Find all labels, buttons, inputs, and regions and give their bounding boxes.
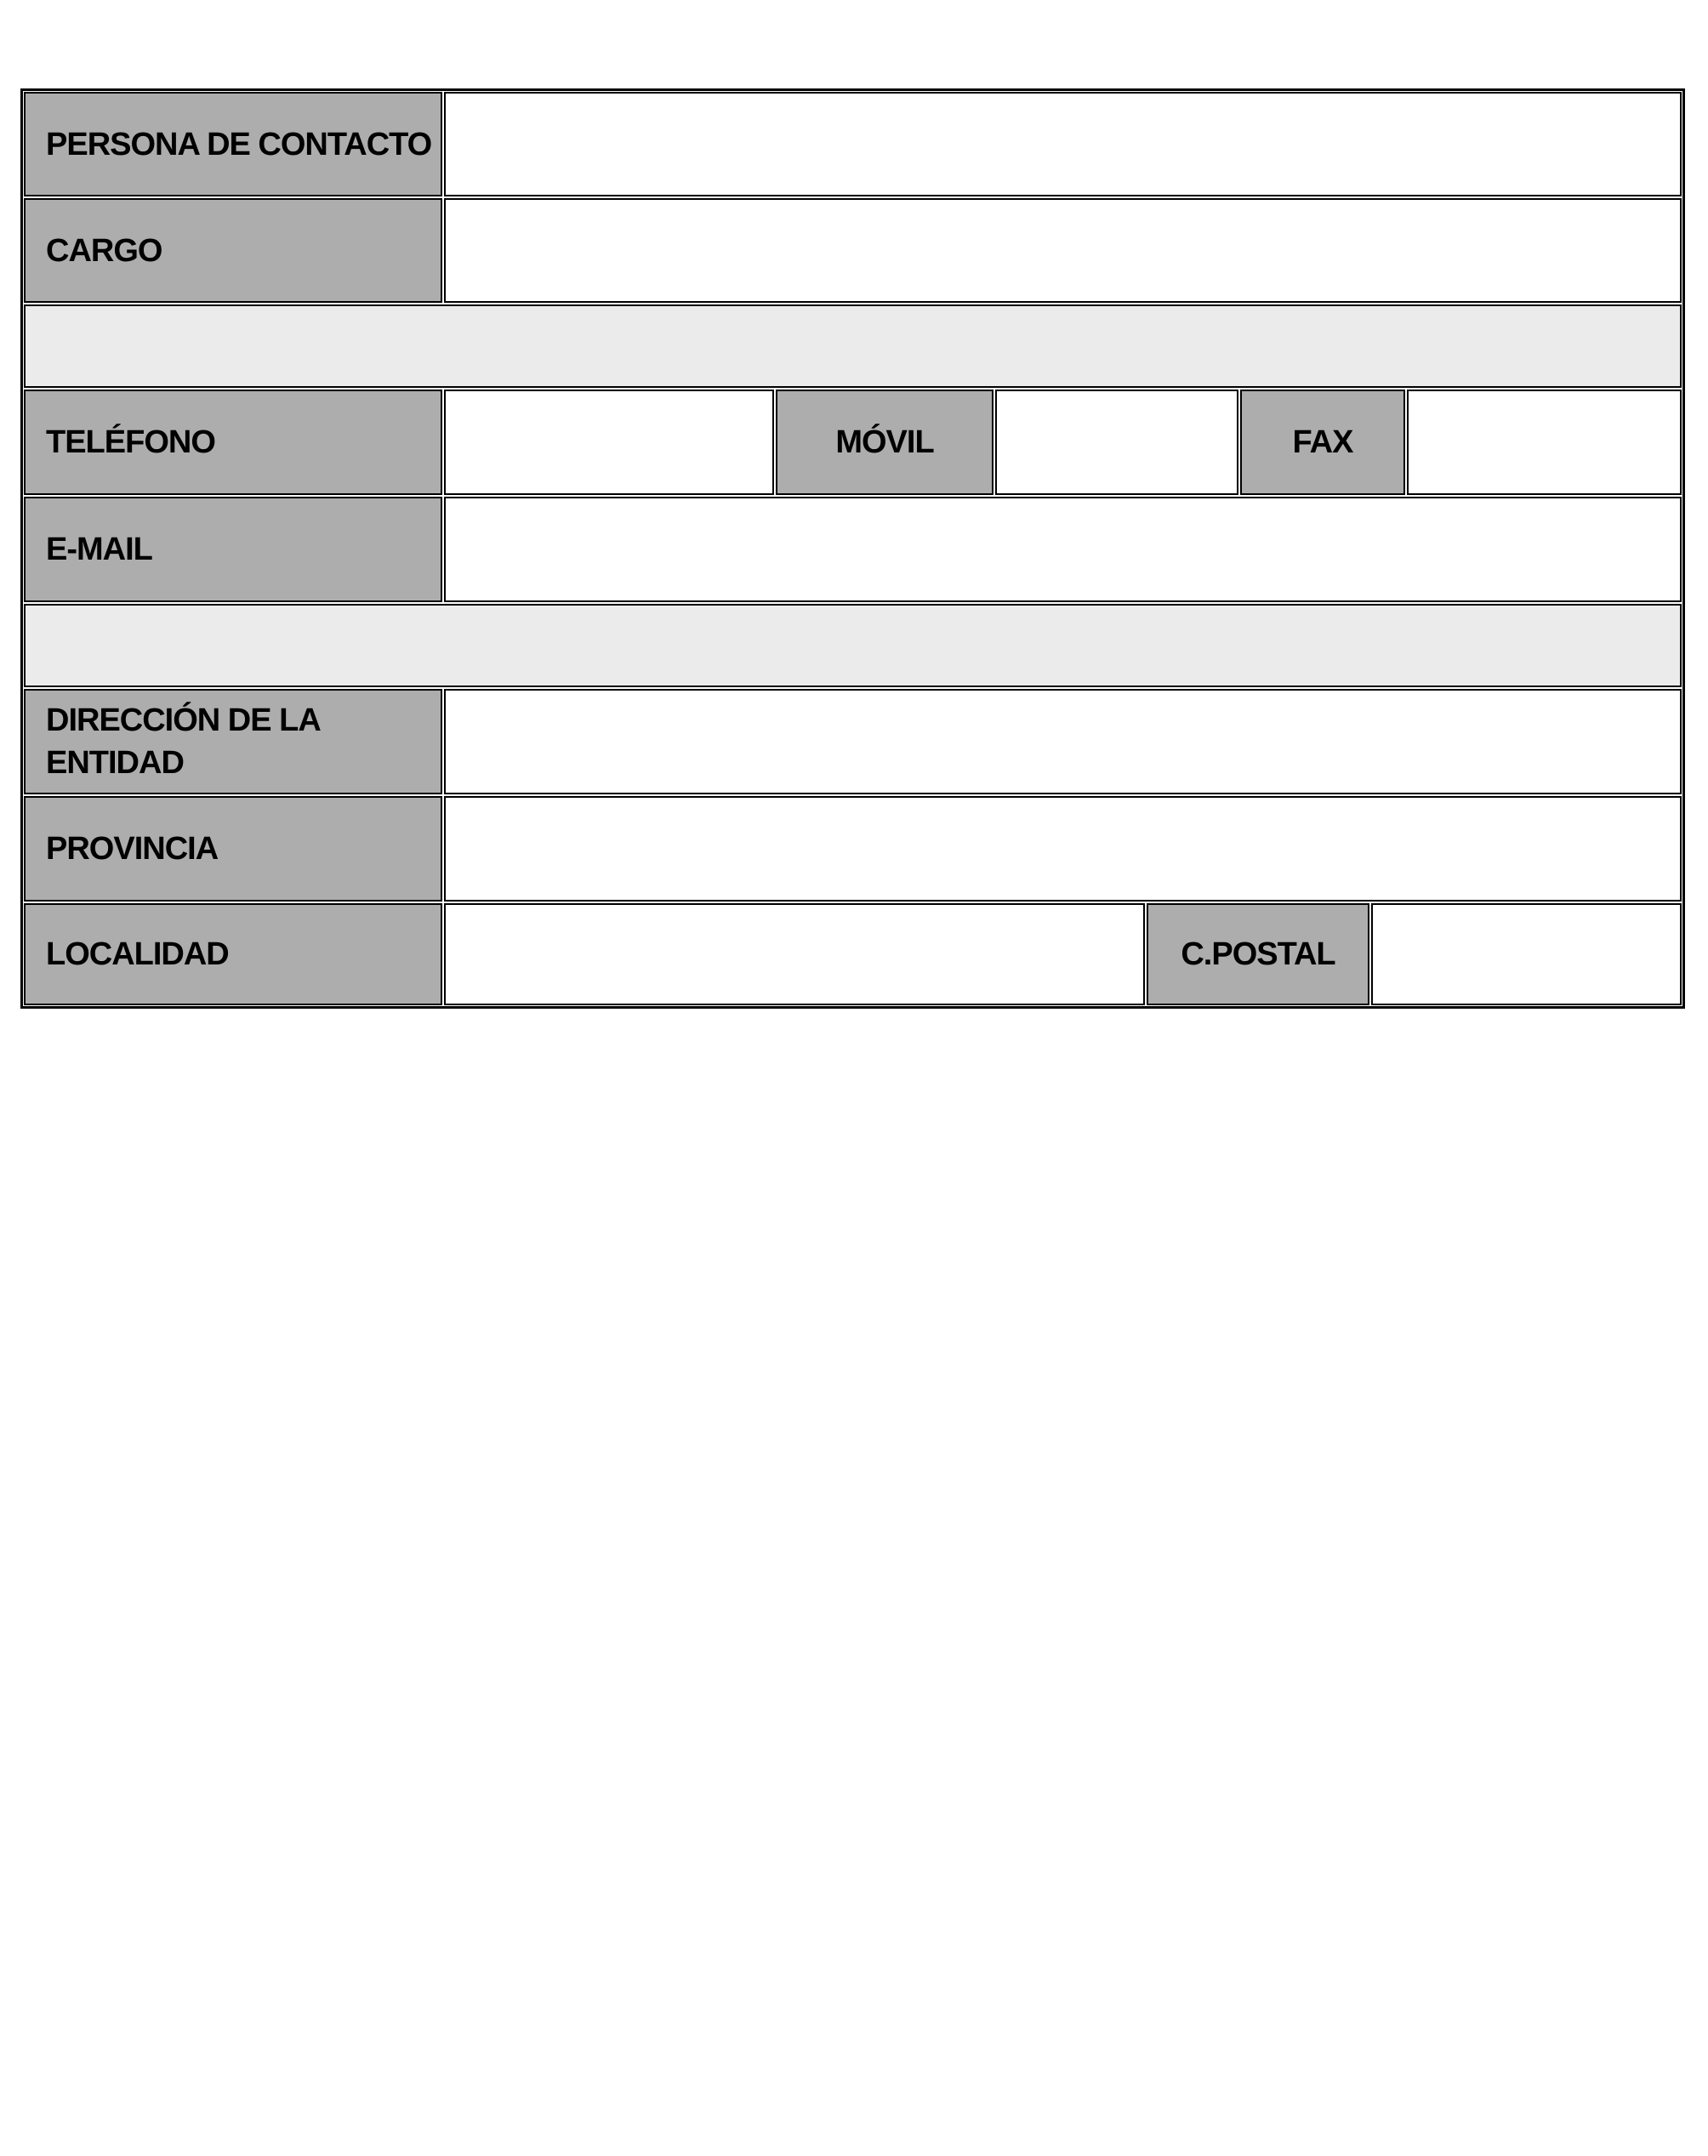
separator-row xyxy=(24,304,1682,388)
direccion-label: DIRECCIÓN DE LA ENTIDAD xyxy=(24,689,442,794)
telefono-field[interactable] xyxy=(444,390,774,495)
movil-field[interactable] xyxy=(995,390,1238,495)
movil-label: MÓVIL xyxy=(776,390,993,495)
direccion-field[interactable] xyxy=(444,689,1682,794)
cpostal-label: C.POSTAL xyxy=(1147,903,1369,1005)
telefono-label: TELÉFONO xyxy=(24,390,442,495)
localidad-field[interactable] xyxy=(444,903,1145,1005)
cargo-field[interactable] xyxy=(444,198,1682,303)
cargo-label: CARGO xyxy=(24,198,442,303)
fax-field[interactable] xyxy=(1407,390,1682,495)
fax-label: FAX xyxy=(1240,390,1405,495)
separator-row xyxy=(24,604,1682,687)
cpostal-field[interactable] xyxy=(1371,903,1682,1005)
email-field[interactable] xyxy=(444,497,1682,602)
persona-contacto-field[interactable] xyxy=(444,92,1682,196)
localidad-label: LOCALIDAD xyxy=(24,903,442,1005)
provincia-field[interactable] xyxy=(444,796,1682,902)
persona-contacto-label: PERSONA DE CONTACTO xyxy=(24,92,442,196)
provincia-label: PROVINCIA xyxy=(24,796,442,902)
email-label: E-MAIL xyxy=(24,497,442,602)
